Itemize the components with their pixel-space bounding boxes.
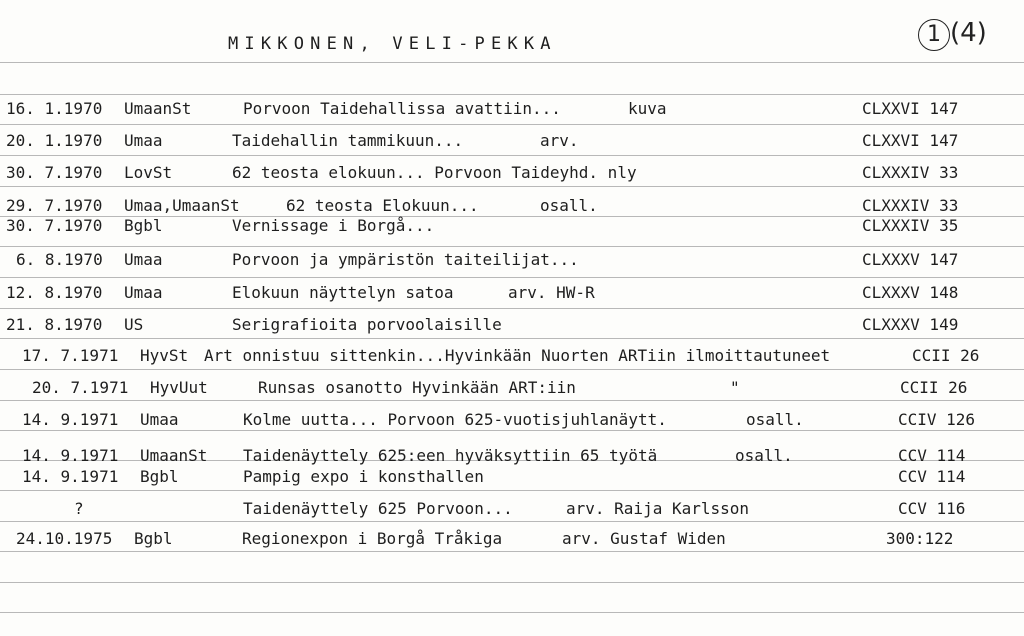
- entry-date: 14. 9.1971: [22, 446, 119, 465]
- entry-source: Umaa: [124, 250, 163, 269]
- entry-text: Taidehallin tammikuun...: [232, 131, 464, 150]
- entry-ref: CCIV 126: [898, 410, 976, 429]
- ruled-line: [0, 246, 1024, 247]
- entry-text: 62 teosta Elokuun...: [286, 196, 479, 215]
- entry-row: [0, 346, 1024, 368]
- entry-date: 30. 7.1970: [6, 216, 103, 235]
- entry-row: [0, 410, 1024, 432]
- entry-text: Regionexpon i Borgå Tråkiga: [242, 529, 503, 548]
- entry-date: 20. 7.1971: [32, 378, 129, 397]
- entry-ref: CLXXXV 147: [862, 250, 959, 269]
- ruled-line: [0, 308, 1024, 309]
- entry-date: 16. 1.1970: [6, 99, 103, 118]
- entry-note: osall.: [746, 410, 804, 429]
- entry-text: Art onnistuu sittenkin...Hyvinkään Nuorten ARTiin ilmoittautuneet: [204, 346, 831, 365]
- entry-date: 14. 9.1971: [22, 410, 119, 429]
- entry-date: 12. 8.1970: [6, 283, 103, 302]
- entry-text: 62 teosta elokuun... Porvoon Taideyhd. nly: [232, 163, 637, 182]
- ruled-line: [0, 338, 1024, 339]
- entry-ref: CLXXVI 147: [862, 99, 959, 118]
- ruled-line: [0, 155, 1024, 156]
- entry-date: 14. 9.1971: [22, 467, 119, 486]
- entry-row: [0, 315, 1024, 337]
- entry-ref: CCV 116: [898, 499, 966, 518]
- ruled-line: [0, 521, 1024, 522]
- entry-text: Kolme uutta... Porvoon 625-vuotisjuhlanäytt.: [243, 410, 667, 429]
- entry-source: Umaa: [140, 410, 179, 429]
- entry-row: [0, 467, 1024, 489]
- entry-ref: CCV 114: [898, 446, 966, 465]
- entry-ref: CLXXXV 149: [862, 315, 959, 334]
- entry-date: ?: [74, 499, 84, 518]
- entry-source: HyvUut: [150, 378, 208, 397]
- entry-row: [0, 131, 1024, 153]
- entry-source: UmaanSt: [140, 446, 208, 465]
- entry-note: arv. HW-R: [508, 283, 595, 302]
- ruled-line: [0, 277, 1024, 278]
- entry-row: [0, 163, 1024, 185]
- entry-ref: CCII 26: [912, 346, 980, 365]
- entry-source: LovSt: [124, 163, 173, 182]
- entry-ref: CLXXVI 147: [862, 131, 959, 150]
- entry-source: Umaa: [124, 283, 163, 302]
- entry-date: 24.10.1975: [16, 529, 113, 548]
- entry-note: arv. Raija Karlsson: [566, 499, 750, 518]
- entry-date: 17. 7.1971: [22, 346, 119, 365]
- entry-note: osall.: [735, 446, 793, 465]
- entry-row: [0, 196, 1024, 218]
- entry-row: [0, 529, 1024, 551]
- ruled-line: [0, 369, 1024, 370]
- ruled-line: [0, 186, 1024, 187]
- entry-note: arv. Gustaf Widen: [562, 529, 726, 548]
- entry-text: Runsas osanotto Hyvinkään ART:iin: [258, 378, 576, 397]
- entry-note: kuva: [628, 99, 667, 118]
- entry-source: Bgbl: [140, 467, 179, 486]
- ruled-line: [0, 94, 1024, 95]
- entry-source: Bgbl: [134, 529, 173, 548]
- entry-row: [0, 499, 1024, 521]
- entry-row: [0, 250, 1024, 272]
- entry-ref: CLXXXIV 33: [862, 196, 959, 215]
- entry-text: Vernissage i Borgå...: [232, 216, 435, 235]
- entry-ref: CLXXXIV 33: [862, 163, 959, 182]
- ruled-line: [0, 400, 1024, 401]
- ruled-line: [0, 62, 1024, 63]
- entry-source: Umaa,UmaanSt: [124, 196, 240, 215]
- ruled-line: [0, 124, 1024, 125]
- entry-source: US: [124, 315, 144, 334]
- entry-ref: CCV 114: [898, 467, 966, 486]
- entry-ref: CLXXXV 148: [862, 283, 959, 302]
- entry-text: Serigrafioita porvoolaisille: [232, 315, 502, 334]
- entry-text: Taidenäyttely 625:een hyväksyttiin 65 työtä: [243, 446, 658, 465]
- entry-source: UmaanSt: [124, 99, 192, 118]
- entry-text: Pampig expo i konsthallen: [243, 467, 484, 486]
- entry-ref: CCII 26: [900, 378, 968, 397]
- entry-note: osall.: [540, 196, 598, 215]
- entry-row: [0, 446, 1024, 468]
- entry-text: Taidenäyttely 625 Porvoon...: [243, 499, 513, 518]
- entry-text: Elokuun näyttelyn satoa: [232, 283, 454, 302]
- entry-date: 29. 7.1970: [6, 196, 103, 215]
- card-title: MIKKONEN, VELI-PEKKA: [228, 34, 557, 54]
- entry-source: HyvSt: [140, 346, 189, 365]
- entry-note: arv.: [540, 131, 579, 150]
- ruled-line: [0, 490, 1024, 491]
- entry-date: 20. 1.1970: [6, 131, 103, 150]
- entry-row: [0, 378, 1024, 400]
- entry-source: Umaa: [124, 131, 163, 150]
- card-total: (4): [950, 18, 987, 48]
- entry-row: [0, 283, 1024, 305]
- entry-date: 30. 7.1970: [6, 163, 103, 182]
- ruled-line: [0, 612, 1024, 613]
- entry-ref: CLXXXIV 35: [862, 216, 959, 235]
- entry-row: [0, 216, 1024, 238]
- ruled-line: [0, 582, 1024, 583]
- entry-text: Porvoon Taidehallissa avattiin...: [243, 99, 561, 118]
- card-number: [918, 18, 987, 51]
- entry-date: 6. 8.1970: [16, 250, 103, 269]
- ruled-line: [0, 551, 1024, 552]
- entry-note: ": [730, 378, 740, 397]
- entry-text: Porvoon ja ympäristön taiteilijat...: [232, 250, 579, 269]
- entry-source: Bgbl: [124, 216, 163, 235]
- entry-row: [0, 99, 1024, 121]
- card-number-circled: 1: [918, 19, 950, 51]
- entry-ref: 300:122: [886, 529, 954, 548]
- entry-date: 21. 8.1970: [6, 315, 103, 334]
